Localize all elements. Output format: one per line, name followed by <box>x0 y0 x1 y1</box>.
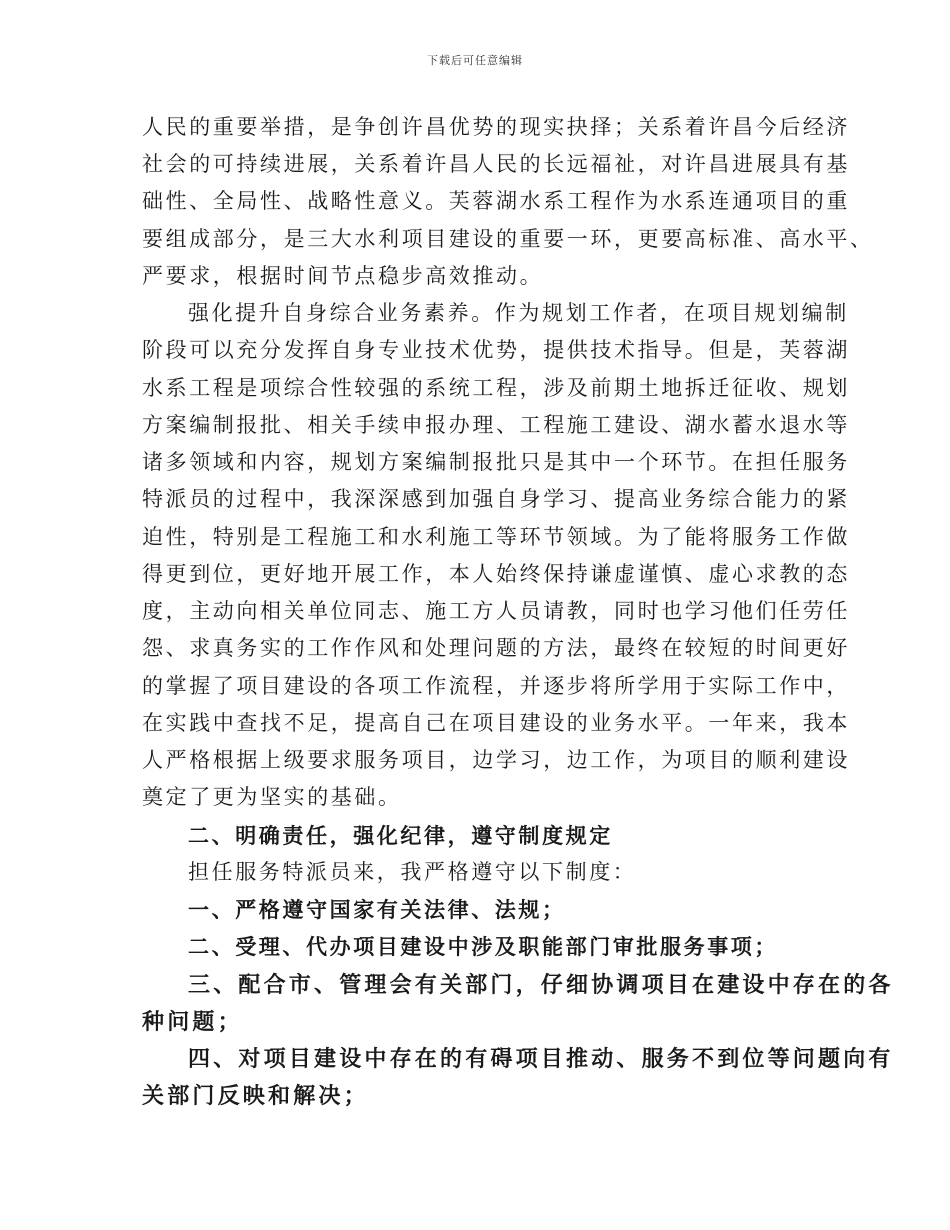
body-line: 怨、求真务实的工作作风和处理问题的方法，最终在较短的时间更好 <box>142 636 850 660</box>
body-line: 诸多领域和内容，规划方案编制报批只是其中一个环节。在担任服务 <box>142 450 850 474</box>
body-line: 在实践中查找不足，提高自己在项目建设的业务水平。一年来，我本 <box>142 711 850 735</box>
body-line: 社会的可持续进展，关系着许昌人民的长远福祉，对许昌进展具有基 <box>142 152 850 176</box>
rule-item-1: 一、严格遵守国家有关法律、法规； <box>188 897 566 922</box>
body-line: 得更到位，更好地开展工作，本人始终保持谦虚谨慎、虚心求教的态 <box>142 562 850 586</box>
paragraph-start-line: 强化提升自身综合业务素养。作为规划工作者，在项目规划编制 <box>188 301 849 325</box>
page-header: 下载后可任意编辑 <box>427 54 523 67</box>
section-heading: 二、明确责任，强化纪律，遵守制度规定 <box>188 823 613 848</box>
body-line: 的掌握了项目建设的各项工作流程，并逐步将所学用于实际工作中， <box>142 674 850 698</box>
rule-item-2: 二、受理、代办项目建设中涉及职能部门审批服务事项； <box>188 934 778 959</box>
paragraph-start-line: 担任服务特派员来，我严格遵守以下制度： <box>188 860 637 884</box>
body-line: 奠定了更为坚实的基础。 <box>142 785 402 809</box>
body-line: 水系工程是项综合性较强的系统工程，涉及前期土地拆迁征收、规划 <box>142 376 850 400</box>
body-line: 度，主动向相关单位同志、施工方人员请教，同时也学习他们任劳任 <box>142 599 850 623</box>
body-line: 阶段可以充分发挥自身专业技术优势，提供技术指导。但是，芙蓉湖 <box>142 338 850 362</box>
body-line: 方案编制报批、相关手续申报办理、工程施工建设、湖水蓄水退水等 <box>142 413 850 437</box>
body-line: 人民的重要举措，是争创许昌优势的现实抉择；关系着许昌今后经济 <box>142 115 850 139</box>
rule-item-4-continued: 关部门反映和解决； <box>142 1083 369 1109</box>
rule-item-4: 四、对项目建设中存在的有碍项目推动、服务不到位等问题向有 <box>188 1046 894 1072</box>
body-line: 础性、全局性、战略性意义。芙蓉湖水系工程作为水系连通项目的重 <box>142 189 850 213</box>
body-line: 要组成部分，是三大水利项目建设的重要一环，更要高标准、高水平、 <box>142 227 874 251</box>
body-line: 特派员的过程中，我深深感到加强自身学习、提高业务综合能力的紧 <box>142 487 850 511</box>
rule-item-3: 三、配合市、管理会有关部门，仔细协调项目在建设中存在的各 <box>188 972 894 998</box>
body-line: 迫性，特别是工程施工和水利施工等环节领域。为了能将服务工作做 <box>142 525 850 549</box>
body-line: 人严格根据上级要求服务项目，边学习，边工作，为项目的顺利建设 <box>142 748 850 772</box>
body-line: 严要求，根据时间节点稳步高效推动。 <box>142 264 544 288</box>
rule-item-3-continued: 种问题； <box>142 1009 243 1035</box>
